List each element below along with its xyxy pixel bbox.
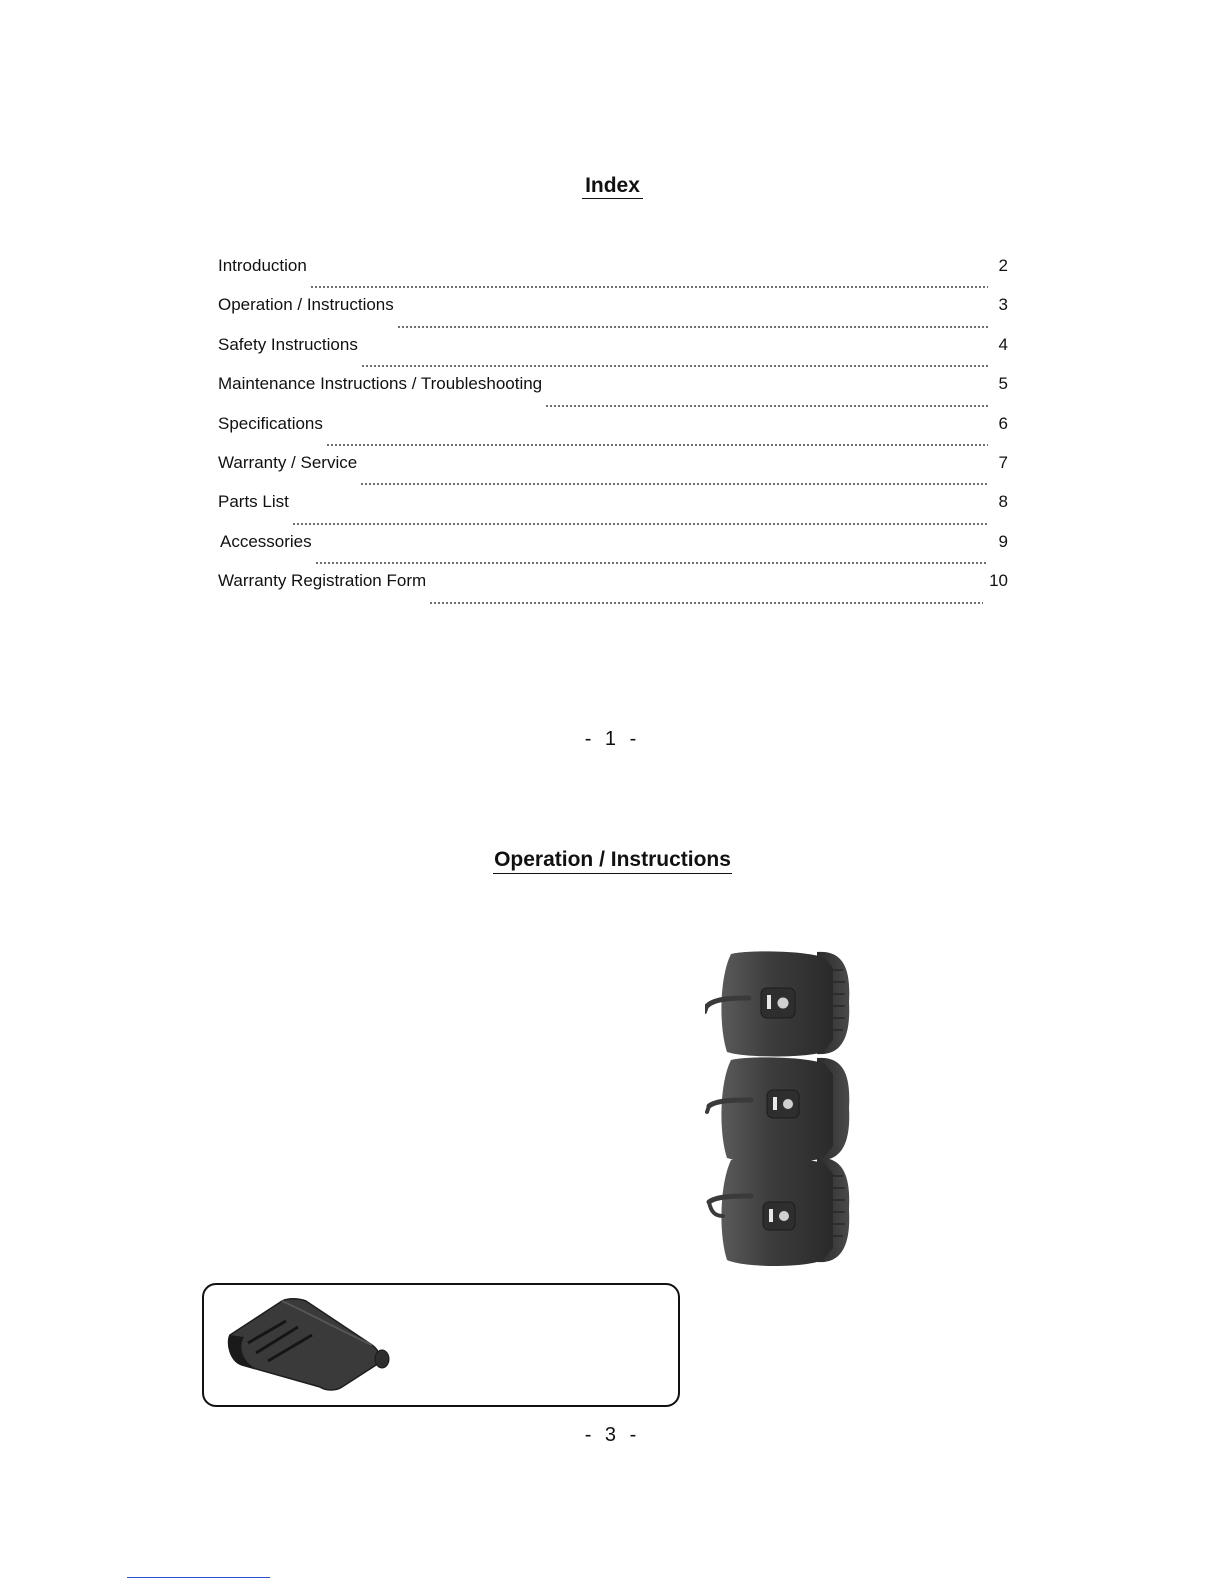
toc-leader-dots: [360, 482, 988, 486]
toc-entry-introduction[interactable]: [218, 256, 1008, 295]
toc-leader-dots: [292, 522, 988, 526]
toc-entry-operation[interactable]: [218, 295, 1008, 334]
toc-entry-label: Safety Instructions: [218, 334, 358, 354]
toc-entry-page: 8: [998, 492, 1008, 512]
operation-title: Operation / Instructions: [0, 848, 1225, 872]
index-title: Index: [0, 174, 1225, 198]
toc-leader-dots: [397, 325, 988, 329]
toc-entry-label: Parts List: [218, 492, 289, 512]
page-number-1: - 1 -: [584, 728, 641, 750]
toc-entry-label: Accessories: [220, 531, 312, 551]
toc-leader-dots: [361, 364, 988, 368]
toc-entry-page: 9: [998, 531, 1008, 551]
toc-entry-label: Warranty / Service: [218, 452, 358, 472]
toc-entry-label: Operation / Instructions: [218, 295, 394, 315]
duct-attachment-image: [222, 1295, 392, 1395]
toc-leader-dots: [310, 285, 988, 289]
toc-entry-page: 4: [998, 334, 1008, 354]
toc-entry-label: Introduction: [218, 256, 307, 275]
toc-leader-dots: [429, 601, 983, 605]
stacked-air-movers-image: [705, 948, 865, 1270]
toc-entry-warranty-service[interactable]: [218, 453, 1008, 492]
toc-entry-accessories[interactable]: [218, 532, 1008, 571]
toc-leader-dots: [315, 561, 988, 565]
page-number-3: - 3 -: [584, 1424, 641, 1446]
toc-leader-dots: [326, 443, 988, 447]
toc-entry-maintenance[interactable]: [218, 374, 1008, 413]
toc-entry-label: Specifications: [218, 413, 323, 433]
toc-entry-page: 7: [998, 452, 1008, 472]
toc-entry-label: Maintenance Instructions / Troubleshooting: [218, 374, 543, 394]
hyperlink-underline[interactable]: [127, 1577, 270, 1578]
toc-entry-specifications[interactable]: [218, 414, 1008, 453]
toc-entry-parts-list[interactable]: [218, 492, 1008, 531]
toc-entry-page: 5: [998, 374, 1008, 394]
toc-entry-label: Warranty Registration Form: [218, 571, 427, 591]
table-of-contents: [218, 256, 1008, 611]
toc-entry-page: 10: [989, 571, 1008, 591]
toc-entry-warranty-registration[interactable]: [218, 571, 1008, 610]
toc-entry-page: 3: [998, 295, 1008, 315]
toc-entry-safety[interactable]: [218, 335, 1008, 374]
toc-entry-page: 6: [998, 413, 1008, 433]
accessory-callout-box: [202, 1283, 680, 1407]
toc-leader-dots: [545, 404, 988, 408]
toc-entry-page: 2: [998, 256, 1008, 275]
